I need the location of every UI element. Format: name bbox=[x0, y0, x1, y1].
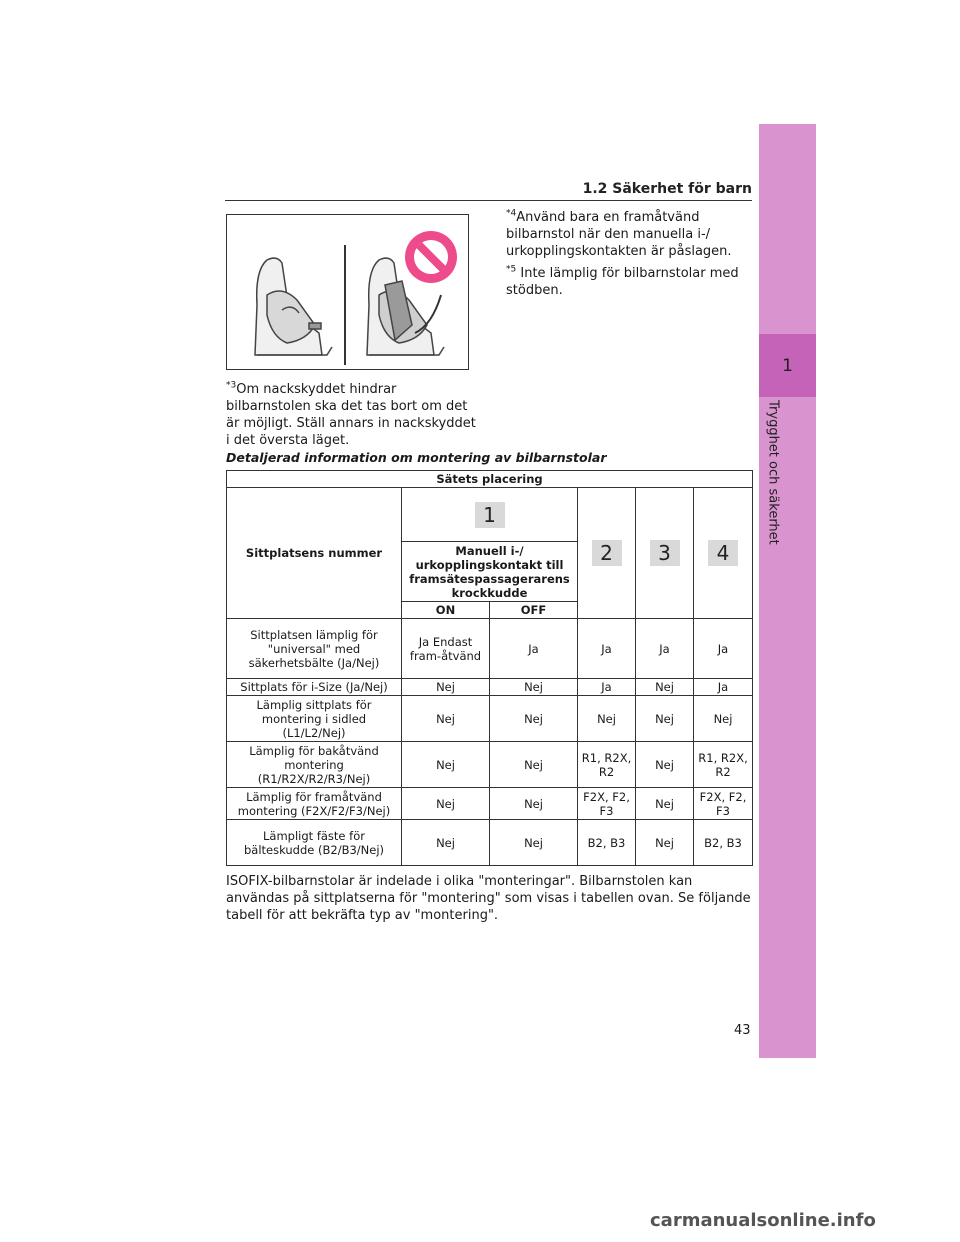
table-row bbox=[227, 820, 753, 866]
seat-2-icon: 2 bbox=[592, 540, 622, 566]
cell-on: Nej bbox=[402, 742, 490, 788]
cell-seat-3: Nej bbox=[636, 788, 694, 820]
cell-seat-4: B2, B3 bbox=[694, 820, 753, 866]
seat-1-icon: 1 bbox=[475, 502, 505, 528]
row-label: Sittplats för i-Size (Ja/Nej) bbox=[227, 679, 402, 696]
row-label: Lämplig för bakåtvänd montering (R1/R2X/R2/R3/Nej) bbox=[227, 742, 402, 788]
prohibited-icon bbox=[405, 231, 457, 283]
table-row bbox=[227, 679, 753, 696]
cell-seat-2: B2, B3 bbox=[578, 820, 636, 866]
footnote-4-text: Använd bara en framåtvänd bilbarnstol när den manuella i-/ urkopplingskontakten är påslagen. bbox=[506, 210, 732, 259]
cell-on: Nej bbox=[402, 679, 490, 696]
off-header: OFF bbox=[490, 602, 578, 619]
cell-seat-2: Ja bbox=[578, 619, 636, 679]
cell-off: Ja bbox=[490, 619, 578, 679]
cell-seat-2: Ja bbox=[578, 679, 636, 696]
chapter-number: 1 bbox=[759, 334, 816, 397]
on-header: ON bbox=[402, 602, 490, 619]
cell-off: Nej bbox=[490, 742, 578, 788]
cell-off: Nej bbox=[490, 696, 578, 742]
cell-seat-2: Nej bbox=[578, 696, 636, 742]
chapter-label: Trygghet och säkerhet bbox=[765, 400, 781, 545]
isofix-paragraph: ISOFIX-bilbarnstolar är indelade i olika "monteringar". Bilbarnstolen kan användas på sittplatserna för "montering" som visas i tabellen ovan. Se följande tabell för att bekräfta typ av "montering". bbox=[226, 874, 751, 923]
seat-3-cell bbox=[636, 488, 694, 619]
footnote-5-mark: *5 bbox=[506, 264, 517, 275]
cell-off: Nej bbox=[490, 820, 578, 866]
footnote-4-mark: *4 bbox=[506, 208, 517, 219]
footnote-4 bbox=[506, 209, 754, 260]
cell-off: Nej bbox=[490, 788, 578, 820]
cell-on: Nej bbox=[402, 696, 490, 742]
isofix-mounting-table bbox=[226, 470, 753, 866]
cell-seat-4: Nej bbox=[694, 696, 753, 742]
table-row bbox=[227, 619, 753, 679]
seat-1-cell bbox=[402, 488, 578, 542]
cell-seat-2: R1, R2X, R2 bbox=[578, 742, 636, 788]
child-seat-drawing bbox=[227, 215, 468, 369]
cell-seat-3: Nej bbox=[636, 820, 694, 866]
cell-seat-4: Ja bbox=[694, 679, 753, 696]
seat-2-cell bbox=[578, 488, 636, 619]
cell-on: Nej bbox=[402, 820, 490, 866]
footnote-5-text: Inte lämplig för bilbarnstolar med stödben. bbox=[506, 266, 739, 298]
cell-seat-3: Nej bbox=[636, 696, 694, 742]
row-label: Sittplatsen lämplig för "universal" med säkerhetsbälte (Ja/Nej) bbox=[227, 619, 402, 679]
child-seat-illustration bbox=[226, 214, 469, 370]
child-seat-with-headrest-icon bbox=[255, 258, 332, 355]
footnote-3 bbox=[226, 381, 476, 449]
seat-4-cell bbox=[694, 488, 753, 619]
footnote-3-mark: *3 bbox=[226, 380, 237, 391]
row-label: Lämpligt fäste för bälteskudde (B2/B3/Nej) bbox=[227, 820, 402, 866]
cell-seat-3: Ja bbox=[636, 619, 694, 679]
cell-on: Ja Endast fram-åtvänd bbox=[402, 619, 490, 679]
header-divider bbox=[225, 200, 752, 201]
cell-seat-2: F2X, F2, F3 bbox=[578, 788, 636, 820]
seat-position-header: Sätets placering bbox=[227, 471, 753, 488]
seat-number-header: Sittplatsens nummer bbox=[227, 488, 402, 619]
seat-3-icon: 3 bbox=[650, 540, 680, 566]
table-row bbox=[227, 788, 753, 820]
page-number: 43 bbox=[734, 1023, 751, 1038]
footnote-3-text: Om nackskyddet hindrar bilbarnstolen ska det tas bort om det är möjligt. Ställ annars in nackskyddet i det översta läget. bbox=[226, 382, 476, 448]
cell-seat-4: Ja bbox=[694, 619, 753, 679]
cell-off: Nej bbox=[490, 679, 578, 696]
cell-seat-4: F2X, F2, F3 bbox=[694, 788, 753, 820]
cell-on: Nej bbox=[402, 788, 490, 820]
airbag-switch-header: Manuell i-/ urkopplingskontakt till framsätespassagerarens krockkudde bbox=[402, 542, 578, 602]
cell-seat-3: Nej bbox=[636, 742, 694, 788]
chapter-side-tab bbox=[759, 124, 816, 1058]
cell-seat-3: Nej bbox=[636, 679, 694, 696]
table-row bbox=[227, 742, 753, 788]
watermark-link[interactable]: carmanualsonline.info bbox=[650, 1210, 876, 1231]
cell-seat-4: R1, R2X, R2 bbox=[694, 742, 753, 788]
table-row bbox=[227, 696, 753, 742]
section-header: 1.2 Säkerhet för barn bbox=[582, 181, 752, 197]
row-label: Lämplig sittplats för montering i sidled (L1/L2/Nej) bbox=[227, 696, 402, 742]
seat-4-icon: 4 bbox=[708, 540, 738, 566]
footnote-5 bbox=[506, 265, 754, 299]
section-title: Detaljerad information om montering av bilbarnstolar bbox=[226, 450, 607, 465]
row-label: Lämplig för framåtvänd montering (F2X/F2/F3/Nej) bbox=[227, 788, 402, 820]
